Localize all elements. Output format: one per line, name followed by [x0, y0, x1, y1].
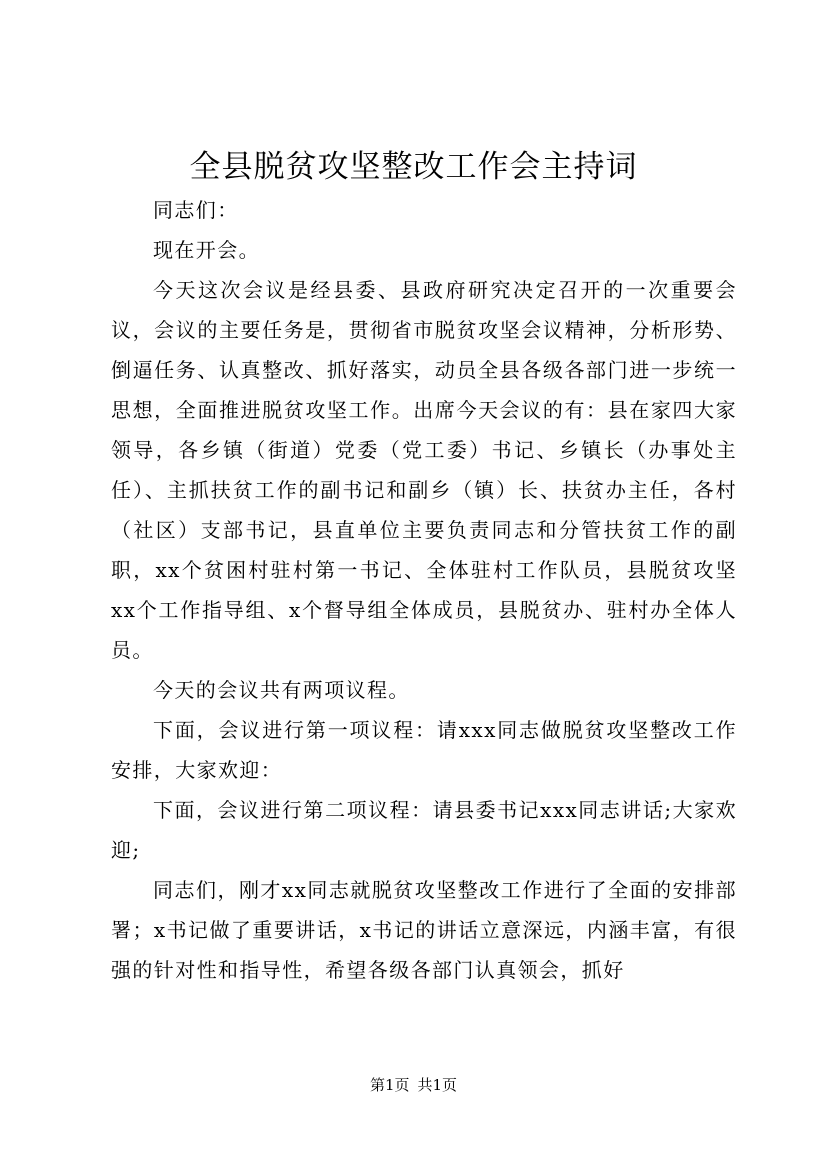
page-footer	[0, 1073, 827, 1097]
page-number: 第1页	[369, 1076, 410, 1094]
paragraph-agenda-count: 今天的会议共有两项议程。	[153, 678, 410, 702]
paragraph-greeting: 同志们：	[153, 198, 239, 222]
paragraph-summary: 同志们，刚才xx同志就脱贫攻坚整改工作进行了全面的安排部署；x书记做了重要讲话，x书记的讲话立意深远，内涵丰富，有很强的针对性和指导性，希望各级各部门认真领会，抓好	[111, 878, 737, 982]
document-body	[111, 190, 737, 990]
paragraph-agenda-item-1: 下面，会议进行第一项议程：请xxx同志做脱贫攻坚整改工作安排，大家欢迎：	[111, 718, 737, 782]
page-total: 共1页	[417, 1076, 458, 1094]
paragraph-agenda-item-2: 下面，会议进行第二项议程：请县委书记xxx同志讲话;大家欢迎;	[111, 798, 737, 862]
paragraph-opening: 现在开会。	[153, 238, 260, 262]
paragraph-meeting-purpose: 今天这次会议是经县委、县政府研究决定召开的一次重要会议，会议的主要任务是，贯彻省市脱贫攻坚会议精神，分析形势、倒逼任务、认真整改、抓好落实，动员全县各级各部门进一步统一思想，全面推进脱贫攻坚工作。出席今天会议的有：县在家四大家领导，各乡镇（街道）党委（党工委）书记、乡镇长（办事处主任）、主抓扶贫工作的副书记和副乡（镇）长、扶贫办主任，各村（社区）支部书记，县直单位主要负责同志和分管扶贫工作的副职，xx个贫困村驻村第一书记、全体驻村工作队员，县脱贫攻坚xx个工作指导组、x个督导组全体成员，县脱贫办、驻村办全体人员。	[111, 278, 737, 662]
document-title: 全县脱贫攻坚整改工作会主持词	[189, 149, 638, 185]
